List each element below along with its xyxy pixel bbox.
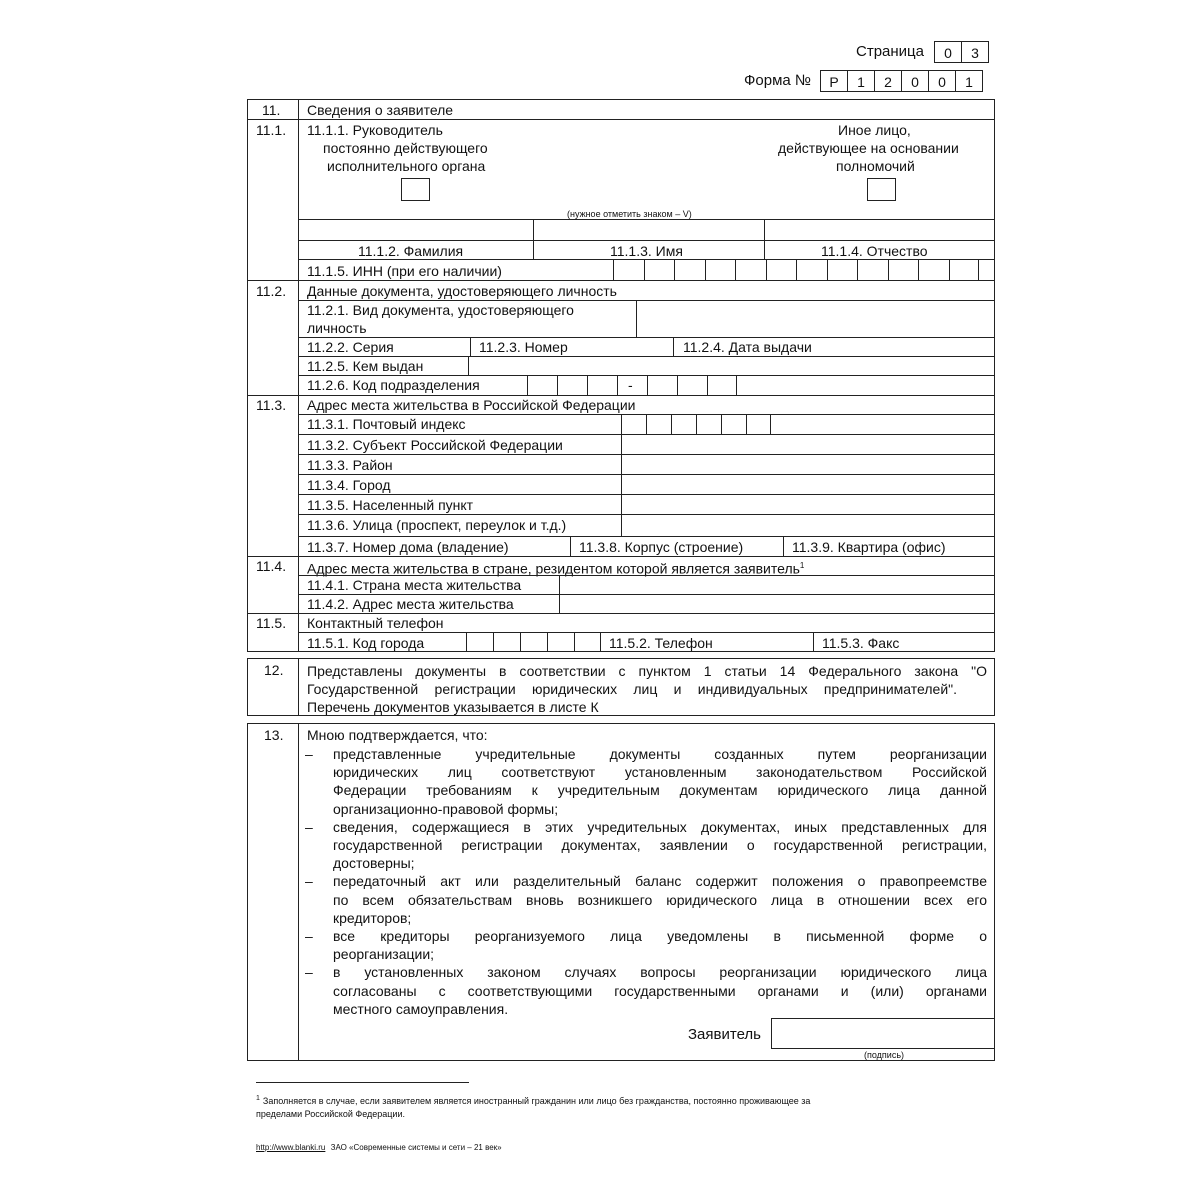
foreign-address-label: 11.4.2. Адрес места жительства: [307, 596, 514, 612]
subsection-number: 11.2.: [256, 283, 287, 299]
subsection-title: [307, 558, 804, 577]
form-digit: 2: [874, 70, 902, 92]
col-line: [764, 219, 765, 259]
col-line: [621, 434, 622, 536]
row-line: [247, 556, 995, 557]
company-name: ЗАО «Современные системы и сети – 21 век»: [330, 1143, 502, 1152]
building-label: 11.3.8. Корпус (строение): [579, 539, 744, 555]
postal-label: 11.3.1. Почтовый индекс: [307, 416, 466, 432]
s13-item-line: сведения, содержащиеся в этих учредительных документах, иных представленных для: [333, 818, 987, 835]
house-label: 11.3.7. Номер дома (владение): [307, 539, 509, 555]
country-label: 11.4.1. Страна места жительства: [307, 577, 522, 593]
row-line: [298, 454, 995, 455]
col-line: [470, 337, 471, 356]
settlement-label: 11.3.5. Населенный пункт: [307, 497, 474, 513]
city-label: 11.3.4. Город: [307, 477, 391, 493]
district-label: 11.3.3. Район: [307, 457, 393, 473]
footnote-line: пределами Российской Федерации.: [256, 1109, 405, 1119]
row-line: [298, 632, 995, 633]
row-line: [298, 594, 995, 595]
section-title: Сведения о заявителе: [307, 102, 454, 118]
s13-item-line: реорганизации;: [333, 946, 435, 963]
row-line: [298, 219, 995, 220]
section-number: 13.: [264, 727, 284, 743]
subsection-number: 11.4.: [256, 558, 287, 574]
option-label: 11.1.1. Руководитель: [307, 122, 443, 138]
row-line: [298, 474, 995, 475]
form-label: Форма №: [744, 72, 812, 89]
s13-item-line: кредиторов;: [333, 909, 412, 926]
s12-text: Государственной регистрации юридических лиц и индивидуальных предпринимателей".: [307, 681, 957, 697]
subsection-number: 11.3.: [256, 397, 287, 413]
footnote-line: Заполняется в случае, если заявителем является иностранный гражданин или лицо без гражданства, постоянно проживающее за: [262, 1096, 811, 1106]
footnote-separator: [256, 1082, 469, 1083]
option-label: Иное лицо,: [838, 122, 911, 138]
s13-item-dash: –: [305, 818, 313, 835]
s13-item-dash: –: [305, 964, 313, 981]
footnote-sup: 1: [256, 1095, 260, 1102]
form-digit: 1: [847, 70, 875, 92]
col-line: [673, 337, 674, 356]
postal-cells[interactable]: [621, 414, 771, 434]
col-line: [533, 219, 534, 259]
subsection-title: Данные документа, удостоверяющего личность: [307, 283, 617, 299]
page-number-cells: [935, 41, 989, 63]
fax-label: 11.5.3. Факс: [822, 635, 900, 651]
s13-item-line: юридических лиц соответствуют установленным законодательством Российской: [333, 764, 987, 781]
city-code-cells[interactable]: [466, 632, 601, 652]
row-line: [247, 280, 995, 281]
form-digit: Р: [820, 70, 848, 92]
name-label: 11.1.3. Имя: [610, 243, 683, 259]
row-line: [298, 434, 995, 435]
s13-item-line: по всем обязательствам вновь возникшего юридического лица в отношении всех его: [333, 891, 987, 908]
s13-item-line: местного самоуправления.: [333, 1000, 509, 1017]
subsection-number: 11.1.: [256, 122, 287, 138]
section-number: 12.: [264, 662, 284, 678]
phone-label: 11.5.2. Телефон: [609, 635, 713, 651]
other-person-checkbox[interactable]: [867, 178, 896, 201]
s13-item-line: передаточный акт или разделительный баланс содержит положения о правопреемстве: [333, 873, 987, 890]
col-line: [468, 356, 469, 375]
subsection-title: Контактный телефон: [307, 615, 444, 631]
subsection-title: Адрес места жительства в Российской Федерации: [307, 397, 636, 413]
page-digit: 0: [934, 41, 962, 63]
s13-item-line: государственной регистрации документах, заявлении о государственной регистрации,: [333, 837, 987, 853]
mark-hint: (нужное отметить знаком – V): [567, 209, 692, 219]
s13-item-line: все кредиторы реорганизуемого лица уведомлены в письменной форме о: [333, 928, 987, 944]
row-line: [247, 395, 995, 396]
col-line: [298, 723, 299, 1061]
s13-item-dash: –: [305, 746, 313, 762]
row-line: [298, 337, 995, 338]
s12-text: Представлены документы в соответствии с пунктом 1 статьи 14 Федерального закона "О: [307, 663, 987, 679]
row-line: [298, 494, 995, 495]
s13-item-line: Федерации требованиям к учредительным документам юридического лица данной: [333, 782, 987, 799]
option-label: исполнительного органа: [327, 158, 486, 174]
row-line: [298, 356, 995, 357]
col-line: [298, 658, 299, 716]
page-digit: 3: [961, 41, 989, 63]
page-footer: [256, 1142, 502, 1154]
form-digit: 0: [928, 70, 956, 92]
inn-cells[interactable]: [613, 260, 979, 280]
s13-item-dash: –: [305, 873, 313, 890]
issue-date-label: 11.2.4. Дата выдачи: [683, 339, 812, 355]
row-line: [298, 575, 995, 576]
row-line: [247, 613, 995, 614]
subject-label: 11.3.2. Субъект Российской Федерации: [307, 437, 563, 453]
option-label: полномочий: [836, 158, 915, 174]
footnote-text: [256, 1093, 810, 1107]
applicant-label: Заявитель: [688, 1026, 761, 1043]
s13-item-line: достоверны;: [333, 855, 415, 872]
row-line: [298, 536, 995, 537]
s13-item-line: в установленных законом случаях вопросы реорганизации юридического лица: [333, 964, 987, 981]
patronymic-label: 11.1.4. Отчество: [821, 243, 928, 259]
row-line: [298, 514, 995, 515]
doc-type-label: личность: [307, 320, 367, 336]
s13-intro: Мною подтверждается, что:: [307, 727, 488, 743]
col-line: [813, 632, 814, 652]
subsection-title-text: Адрес места жительства в стране, резидентом которой является заявитель: [307, 560, 800, 577]
city-code-label: 11.5.1. Код города: [307, 635, 425, 651]
s13-item-dash: –: [305, 928, 313, 944]
s12-text: Перечень документов указывается в листе К: [307, 699, 599, 715]
col-line: [783, 536, 784, 556]
subsection-number: 11.5.: [256, 615, 287, 631]
col-line: [636, 300, 637, 337]
head-checkbox[interactable]: [401, 178, 430, 201]
series-label: 11.2.2. Серия: [307, 339, 394, 355]
s13-item-line: согласованы с соответствующими государственными органами и (или) органами: [333, 982, 987, 999]
form-number-cells: [821, 70, 983, 92]
col-line: [570, 536, 571, 556]
section-number: 11.: [262, 102, 281, 118]
footnote-mark: 1: [799, 561, 805, 570]
form-digit: 1: [955, 70, 983, 92]
inn-label: 11.1.5. ИНН (при его наличии): [307, 263, 502, 279]
apartment-label: 11.3.9. Квартира (офис): [792, 539, 946, 555]
issued-by-label: 11.2.5. Кем выдан: [307, 358, 424, 374]
row-line: [247, 119, 995, 120]
street-label: 11.3.6. Улица (проспект, переулок и т.д.): [307, 517, 567, 533]
form-digit: 0: [901, 70, 929, 92]
option-label: постоянно действующего: [323, 140, 488, 156]
site-link[interactable]: http://www.blanki.ru: [256, 1143, 326, 1152]
page-label: Страница: [856, 43, 924, 60]
row-line: [298, 240, 995, 241]
surname-label: 11.1.2. Фамилия: [358, 243, 464, 259]
row-line: [298, 300, 995, 301]
signature-caption: (подпись): [864, 1050, 905, 1060]
s13-item-line: представленные учредительные документы созданных путем реорганизации: [333, 746, 987, 762]
s13-item-line: организационно-правовой формы;: [333, 800, 559, 817]
number-label: 11.2.3. Номер: [479, 339, 568, 355]
doc-type-label: 11.2.1. Вид документа, удостоверяющего: [307, 302, 574, 318]
signature-field[interactable]: [771, 1018, 995, 1049]
dept-code-label: 11.2.6. Код подразделения: [307, 377, 480, 393]
option-label: действующее на основании: [778, 140, 959, 156]
dept-code-dash: -: [628, 377, 633, 393]
